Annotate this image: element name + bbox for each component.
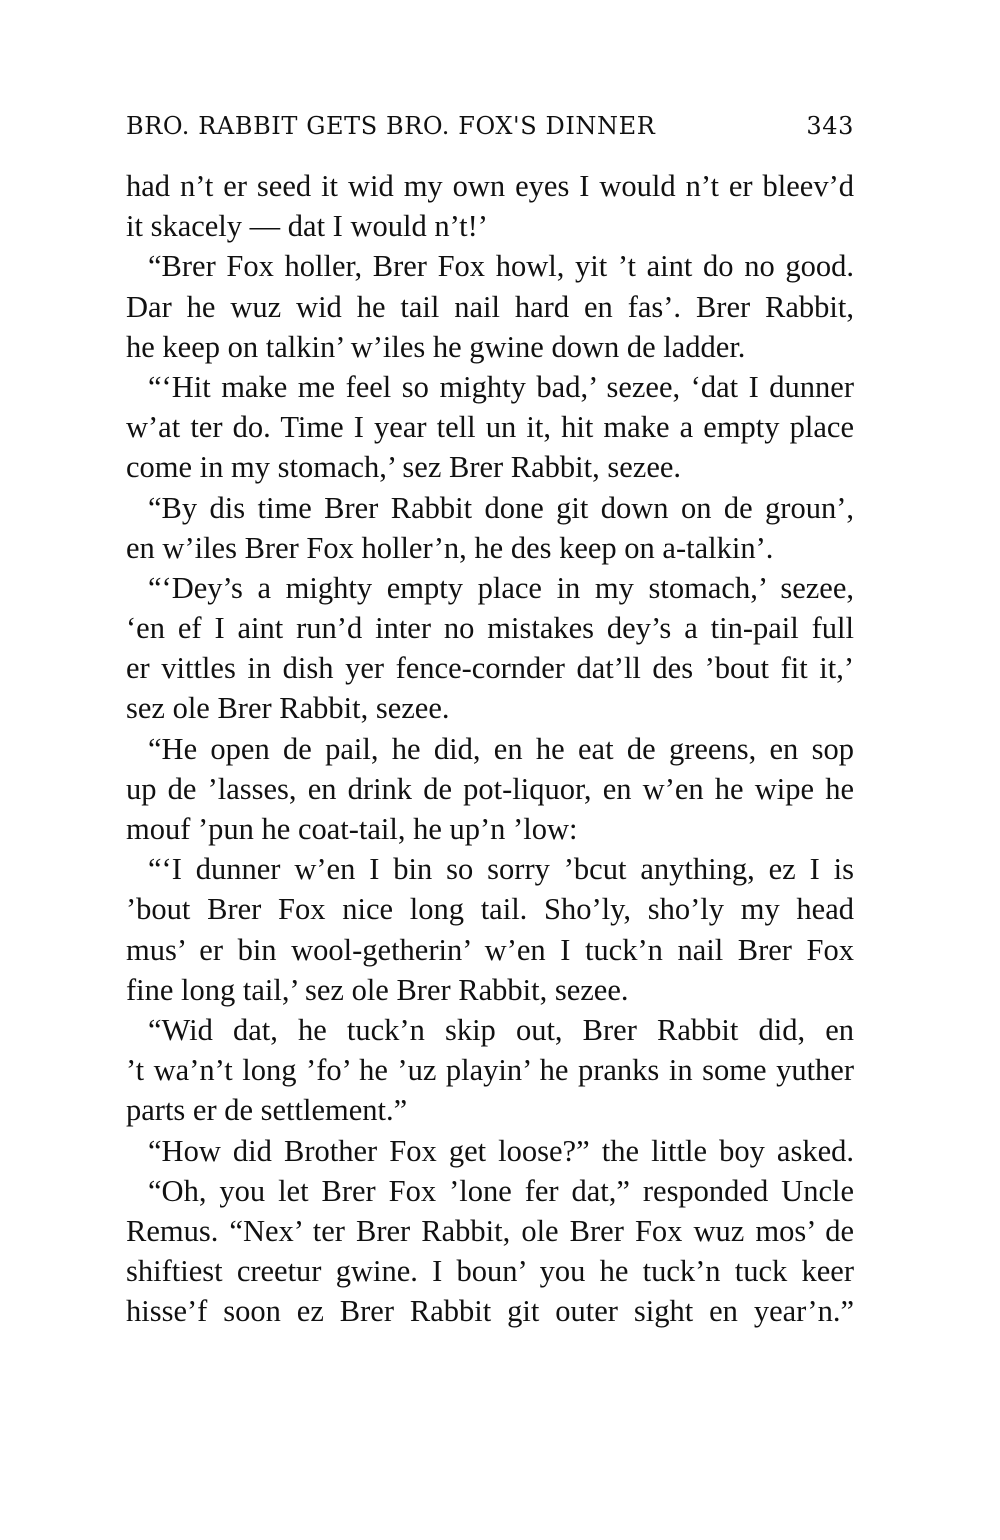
- text-line: “How did Brother Fox get loose?” the little boy asked.: [148, 1133, 854, 1168]
- text-line: er vittles in dish yer fence-cornder dat’ll des ’bout fit it,’: [126, 651, 854, 686]
- text-line: “Wid dat, he tuck’n skip out, Brer Rabbit did, en: [148, 1012, 854, 1047]
- text-line: mouf ’pun he coat-tail, he up’n ’low:: [126, 812, 578, 846]
- text-line: come in my stomach,’ sez Brer Rabbit, sezee.: [126, 450, 682, 485]
- text-line: Remus. “Nex’ ter Brer Rabbit, ole Brer Fox wuz mos’ de: [126, 1213, 854, 1248]
- running-header: [126, 112, 854, 152]
- text-line: “‘Hit make me feel so mighty bad,’ sezee, ‘dat I dunner: [148, 369, 854, 404]
- text-line: ’bout Brer Fox nice long tail. Sho’ly, sho’ly my head: [126, 892, 854, 927]
- text-line: “Brer Fox holler, Brer Fox howl, yit ’t aint do no good.: [148, 249, 854, 284]
- text-line: “Oh, you let Brer Fox ’lone fer dat,” responded Uncle: [148, 1173, 854, 1208]
- text-line: “‘Dey’s a mighty empty place in my stomach,’ sezee,: [148, 570, 854, 605]
- text-line: fine long tail,’ sez ole Brer Rabbit, sezee.: [126, 972, 629, 1007]
- text-line: shiftiest creetur gwine. I boun’ you he tuck’n tuck keer: [126, 1254, 854, 1289]
- text-line: sez ole Brer Rabbit, sezee.: [126, 691, 450, 726]
- text-line: up de ’lasses, en drink de pot-liquor, en w’en he wipe he: [126, 771, 854, 806]
- text-line: en w’iles Brer Fox holler’n, he des keep on a-talkin’.: [126, 530, 774, 565]
- text-line: ‘en ef I aint run’d inter no mistakes dey’s a tin-pail full: [126, 611, 854, 646]
- text-line: “By dis time Brer Rabbit done git down on de groun’,: [148, 490, 854, 525]
- body-text: [126, 166, 854, 1331]
- text-line: Dar he wuz wid he tail nail hard en fas’. Brer Rabbit,: [126, 289, 854, 324]
- text-line: it skacely — dat I would n’t!’: [126, 209, 488, 244]
- page-number: 343: [806, 112, 854, 140]
- text-line: had n’t er seed it wid my own eyes I would n’t er bleev’d: [126, 169, 854, 203]
- text-line: ’t wa’n’t long ’fo’ he ’uz playin’ he pranks in some yuther: [126, 1053, 854, 1088]
- text-line: hisse’f soon ez Brer Rabbit git outer sight en year’n.”: [126, 1294, 854, 1329]
- text-line: w’at ter do. Time I year tell un it, hit make a empty place: [126, 410, 854, 445]
- text-line: parts er de settlement.”: [126, 1093, 408, 1128]
- text-line: mus’ er bin wool-getherin’ w’en I tuck’n nail Brer Fox: [126, 932, 854, 967]
- text-line: “He open de pail, he did, en he eat de greens, en sop: [148, 731, 854, 766]
- running-title: BRO. RABBIT GETS BRO. FOX'S DINNER: [126, 112, 656, 140]
- text-line: “‘I dunner w’en I bin so sorry ’bcut anything, ez I is: [148, 852, 854, 887]
- text-line: he keep on talkin’ w’iles he gwine down de ladder.: [126, 329, 746, 364]
